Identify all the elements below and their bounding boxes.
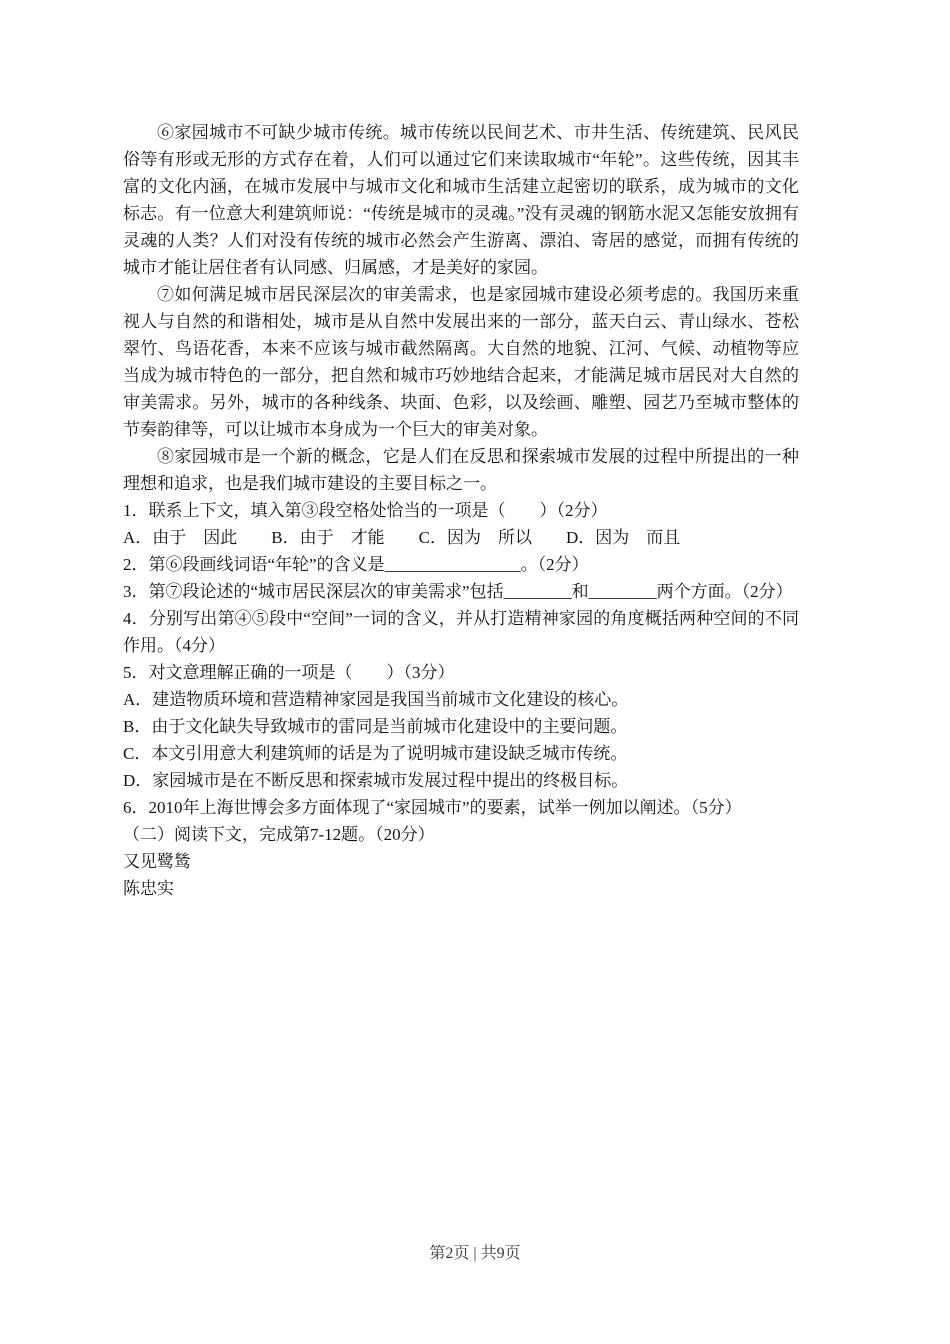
question-3: 3．第⑦段论述的“城市居民深层次的审美需求”包括________和________两个方面。（2分） (123, 582, 793, 601)
page-content (123, 119, 799, 902)
question-5-option-a: A．建造物质环境和营造精神家园是我国当前城市文化建设的核心。 (123, 690, 629, 709)
question-5-option-b: B．由于文化缺失导致城市的雷同是当前城市化建设中的主要问题。 (123, 717, 628, 736)
section-2-header: （二）阅读下文，完成第7-12题。（20分） (123, 825, 435, 844)
passage-paragraph-8: ⑧家园城市是一个新的概念，它是人们在反思和探索城市发展的过程中所提出的一种理想和追求，也是我们城市建设的主要目标之一。 (123, 447, 799, 493)
page-footer (0, 1243, 950, 1265)
question-2: 2．第⑥段画线词语“年轮”的含义是________________。（2分） (123, 555, 589, 574)
question-1-options: A．由于 因此 B．由于 才能 C．因为 所以 D．因为 而且 (123, 528, 681, 547)
passage-paragraph-6: ⑥家园城市不可缺少城市传统。城市传统以民间艺术、市井生活、传统建筑、民风民俗等有形或无形的方式存在着，人们可以通过它们来读取城市“年轮”。这些传统，因其丰富的文化内涵，在城市发展中与城市文化和城市生活建立起密切的联系，成为城市的文化标志。有一位意大利建筑师说：“传统是城市的灵魂。”没有灵魂的钢筋水泥又怎能安放拥有灵魂的人类？人们对没有传统的城市必然会产生游离、漂泊、寄居的感觉，而拥有传统的城市才能让居住者有认同感、归属感，才是美好的家园。 (123, 123, 799, 277)
question-1: 1．联系上下文，填入第③段空格处恰当的一项是（ ）（2分） (123, 501, 608, 520)
question-5-option-c: C．本文引用意大利建筑师的话是为了说明城市建设缺乏城市传统。 (123, 744, 628, 763)
question-5: 5．对文意理解正确的一项是（ ）（3分） (123, 663, 455, 682)
question-5-option-d: D．家园城市是在不断反思和探索城市发展过程中提出的终极目标。 (123, 771, 629, 790)
question-6: 6．2010年上海世博会多方面体现了“家园城市”的要素，试举一例加以阐述。（5分） (123, 798, 742, 817)
page-indicator: 第2页 | 共9页 (429, 1245, 521, 1262)
question-4: 4．分别写出第④⑤段中“空间”一词的含义，并从打造精神家园的角度概括两种空间的不同作用。（4分） (123, 609, 799, 655)
passage-paragraph-7: ⑦如何满足城市居民深层次的审美需求，也是家园城市建设必须考虑的。我国历来重视人与自然的和谐相处，城市是从自然中发展出来的一部分，蓝天白云、青山绿水、苍松翠竹、鸟语花香，本来不应该与城市截然隔离。大自然的地貌、江河、气候、动植物等应当成为城市特色的一部分，把自然和城市巧妙地结合起来，才能满足城市居民对大自然的审美需求。另外，城市的各种线条、块面、色彩，以及绘画、雕塑、园艺乃至城市整体的节奏韵律等，可以让城市本身成为一个巨大的审美对象。 (123, 285, 799, 439)
essay-title: 又见鹭鸶 (123, 852, 191, 871)
essay-author: 陈忠实 (123, 879, 174, 898)
